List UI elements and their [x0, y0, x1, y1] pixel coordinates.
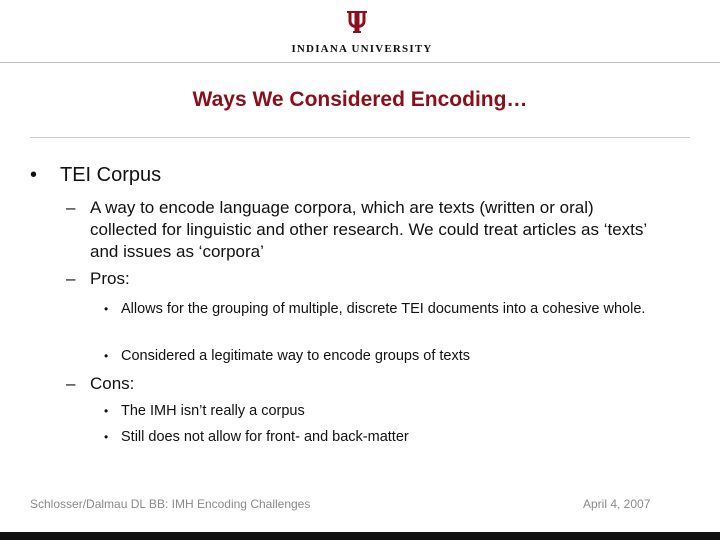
iu-trident-icon — [345, 9, 369, 35]
bullet-marker: • — [104, 430, 109, 444]
dash-marker: – — [66, 374, 76, 393]
slide-title: Ways We Considered Encoding… — [192, 88, 528, 111]
bullet-marker: • — [104, 349, 109, 363]
list-item-text: Cons: — [90, 374, 135, 393]
slide-header — [0, 0, 720, 64]
list-item-text: The IMH isn’t really a corpus — [121, 403, 305, 419]
list-item-text: Pros: — [90, 269, 130, 288]
dash-marker: – — [66, 198, 76, 217]
list-item-text: Still does not allow for front- and back-matter — [121, 429, 409, 445]
bullet-marker: • — [30, 164, 38, 186]
bottom-bar — [0, 532, 720, 540]
university-wordmark: INDIANA UNIVERSITY — [291, 43, 433, 55]
list-item-text: TEI Corpus — [60, 164, 162, 186]
bullet-marker: • — [104, 302, 109, 316]
bullet-marker: • — [104, 404, 109, 418]
footer-date: April 4, 2007 — [583, 497, 651, 511]
footer-credit: Schlosser/Dalmau DL BB: IMH Encoding Challenges — [30, 497, 311, 511]
list-item-text: Considered a legitimate way to encode groups of texts — [121, 348, 471, 364]
title-divider — [30, 137, 690, 138]
dash-marker: – — [66, 269, 76, 288]
list-item-text: A way to encode language corpora, which are texts (written or oral) collected for linguistic and other research. We could treat articles as ‘texts’ and issues as ‘corpora’ — [90, 198, 647, 261]
list-item-text: Allows for the grouping of multiple, discrete TEI documents into a cohesive whole. — [121, 301, 646, 317]
header-divider — [0, 62, 720, 63]
